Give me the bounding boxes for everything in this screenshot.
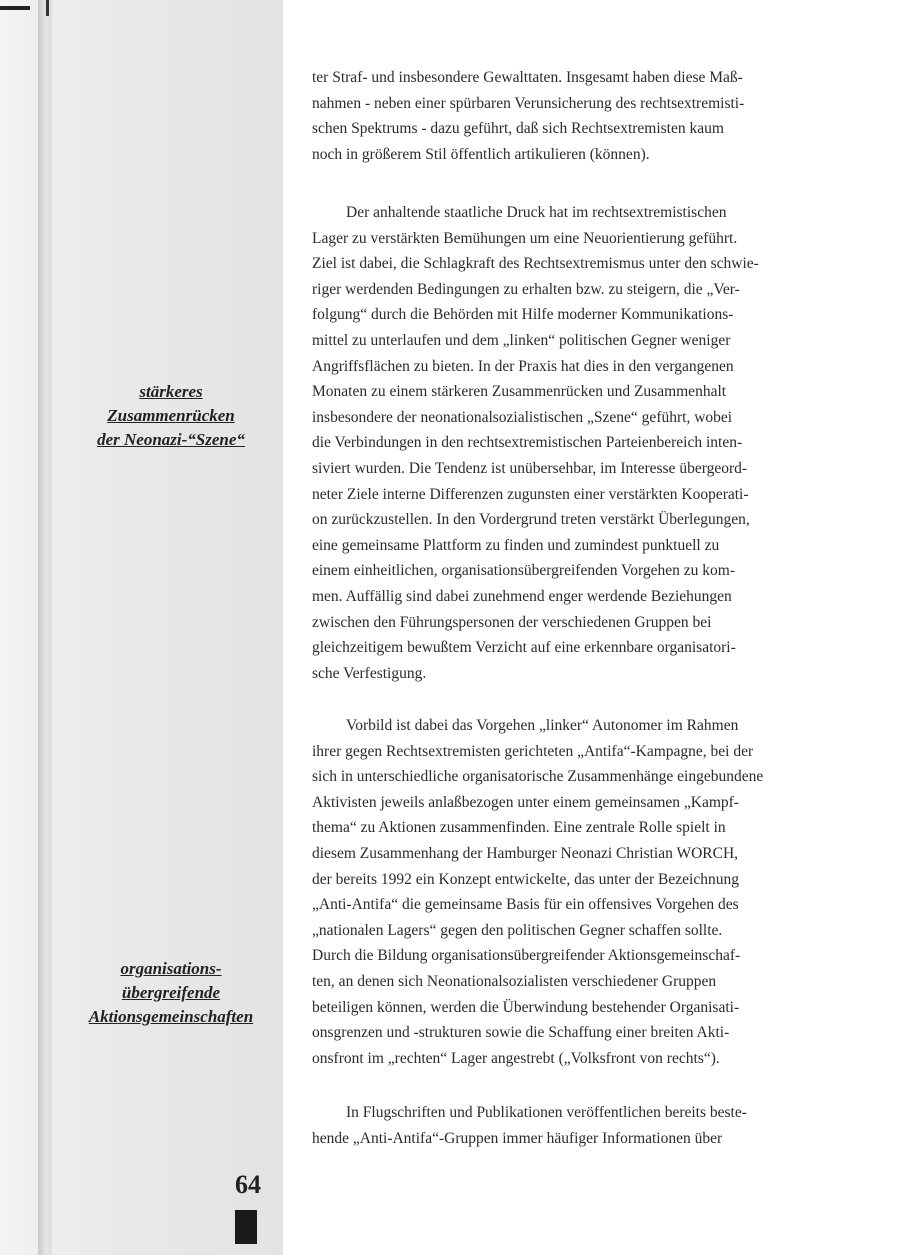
paragraph [312,1100,832,1151]
text-line: on zurückzustellen. In den Vordergrund treten verstärkt Überlegungen, [312,511,750,529]
text-line: riger werdenden Bedingungen zu erhalten bzw. zu steigern, die „Ver- [312,280,740,298]
text-line: Lager zu verstärkten Bemühungen um eine Neuorientierung geführt. [312,229,738,247]
margin-note-line: Zusammenrücken [107,406,235,425]
text-line: mittel zu unterlaufen und dem „linken“ politischen Gegner weniger [312,331,731,349]
text-line: Ziel ist dabei, die Schlagkraft des Rechtsextremismus unter den schwie- [312,255,759,273]
text-line: Monaten zu einem stärkeren Zusammenrücken und Zusammenhalt [312,383,727,401]
text-line: beteiligen können, werden die Überwindung bestehender Organisati- [312,998,740,1016]
text-line: „Anti-Antifa“ die gemeinsame Basis für ein offensives Vorgehen des [312,896,739,914]
text-line: zwischen den Führungspersonen der verschiedenen Gruppen bei [312,613,712,631]
text-line: thema“ zu Aktionen zusammenfinden. Eine zentrale Rolle spielt in [312,819,726,837]
text-line: nahmen - neben einer spürbaren Verunsicherung des rechtsextremisti- [312,94,745,112]
page-number: 64 [235,1170,261,1199]
margin-note-line: der Neonazi-“Szene“ [97,430,245,449]
margin-note-line: organisations- [120,959,222,978]
scan-corner-mark [46,0,49,16]
text-line: gleichzeitigem bewußtem Verzicht auf eine erkennbare organisatori- [312,639,736,657]
paragraph [312,713,832,1071]
text-line: folgung“ durch die Behörden mit Hilfe moderner Kommunikations- [312,306,734,324]
paragraph [312,200,832,686]
text-line: diesem Zusammenhang der Hamburger Neonazi Christian WORCH, [312,844,739,862]
margin-note [60,380,282,452]
text-line: In Flugschriften und Publikationen veröffentlichen bereits beste- [346,1104,747,1121]
text-line: ten, an denen sich Neonationalsozialisten verschiedener Gruppen [312,972,717,990]
text-line: einem einheitlichen, organisationsübergreifenden Vorgehen zu kom- [312,562,735,580]
text-line: Der anhaltende staatliche Druck hat im rechtsextremistischen [346,204,727,221]
text-line: ihrer gegen Rechtsextremisten gerichteten „Antifa“-Kampagne, bei der [312,742,754,760]
text-line: ter Straf- und insbesondere Gewalttaten. Insgesamt haben diese Maß- [312,69,743,86]
text-line: Aktivisten jeweils anlaßbezogen unter einem gemeinsamen „Kampf- [312,793,739,811]
paragraph [312,65,832,167]
text-line: onsgrenzen und -strukturen sowie die Schaffung einer breiten Akti- [312,1024,730,1042]
text-line: men. Auffällig sind dabei zunehmend enger werdende Beziehungen [312,587,732,605]
text-line: schen Spektrums - dazu geführt, daß sich Rechtsextremisten kaum [312,120,724,138]
text-line: eine gemeinsame Plattform zu finden und zumindest punktuell zu [312,536,720,554]
text-line: onsfront im „rechten“ Lager angestrebt („Volksfront von rechts“). [312,1049,720,1067]
text-line: noch in größerem Stil öffentlich artikulieren (können). [312,145,650,163]
margin-note-line: Aktionsgemeinschaften [88,1007,254,1026]
text-line: sich in unterschiedliche organisatorische Zusammenhänge eingebundene [312,768,764,786]
text-line: neter Ziele interne Differenzen zugunsten einer verstärkten Kooperati- [312,485,749,503]
page-marker-bar [235,1210,257,1244]
text-line: Angriffsflächen zu bieten. In der Praxis hat dies in den vergangenen [312,357,734,375]
text-line: „nationalen Lagers“ gegen den politischen Gegner schaffen sollte. [312,921,723,939]
text-line: der bereits 1992 ein Konzept entwickelte, das unter der Bezeichnung [312,870,739,888]
text-line: siviert wurden. Die Tendenz ist unübersehbar, im Interesse übergeord- [312,459,748,477]
margin-note-line: stärkeres [139,382,203,401]
text-line: die Verbindungen in den rechtsextremistischen Parteienbereich inten- [312,434,743,452]
text-line: Vorbild ist dabei das Vorgehen „linker“ Autonomer im Rahmen [346,717,739,734]
margin-note-line: übergreifende [121,983,221,1002]
text-line: sche Verfestigung. [312,664,427,682]
margin-note [60,957,282,1029]
text-line: insbesondere der neonationalsozialistischen „Szene“ geführt, wobei [312,408,733,426]
text-line: Durch die Bildung organisationsübergreifender Aktionsgemeinschaf- [312,947,741,965]
text-line: hende „Anti-Antifa“-Gruppen immer häufiger Informationen über [312,1129,723,1147]
scan-corner-mark [0,6,30,10]
scan-binding-shadow [38,0,52,1255]
